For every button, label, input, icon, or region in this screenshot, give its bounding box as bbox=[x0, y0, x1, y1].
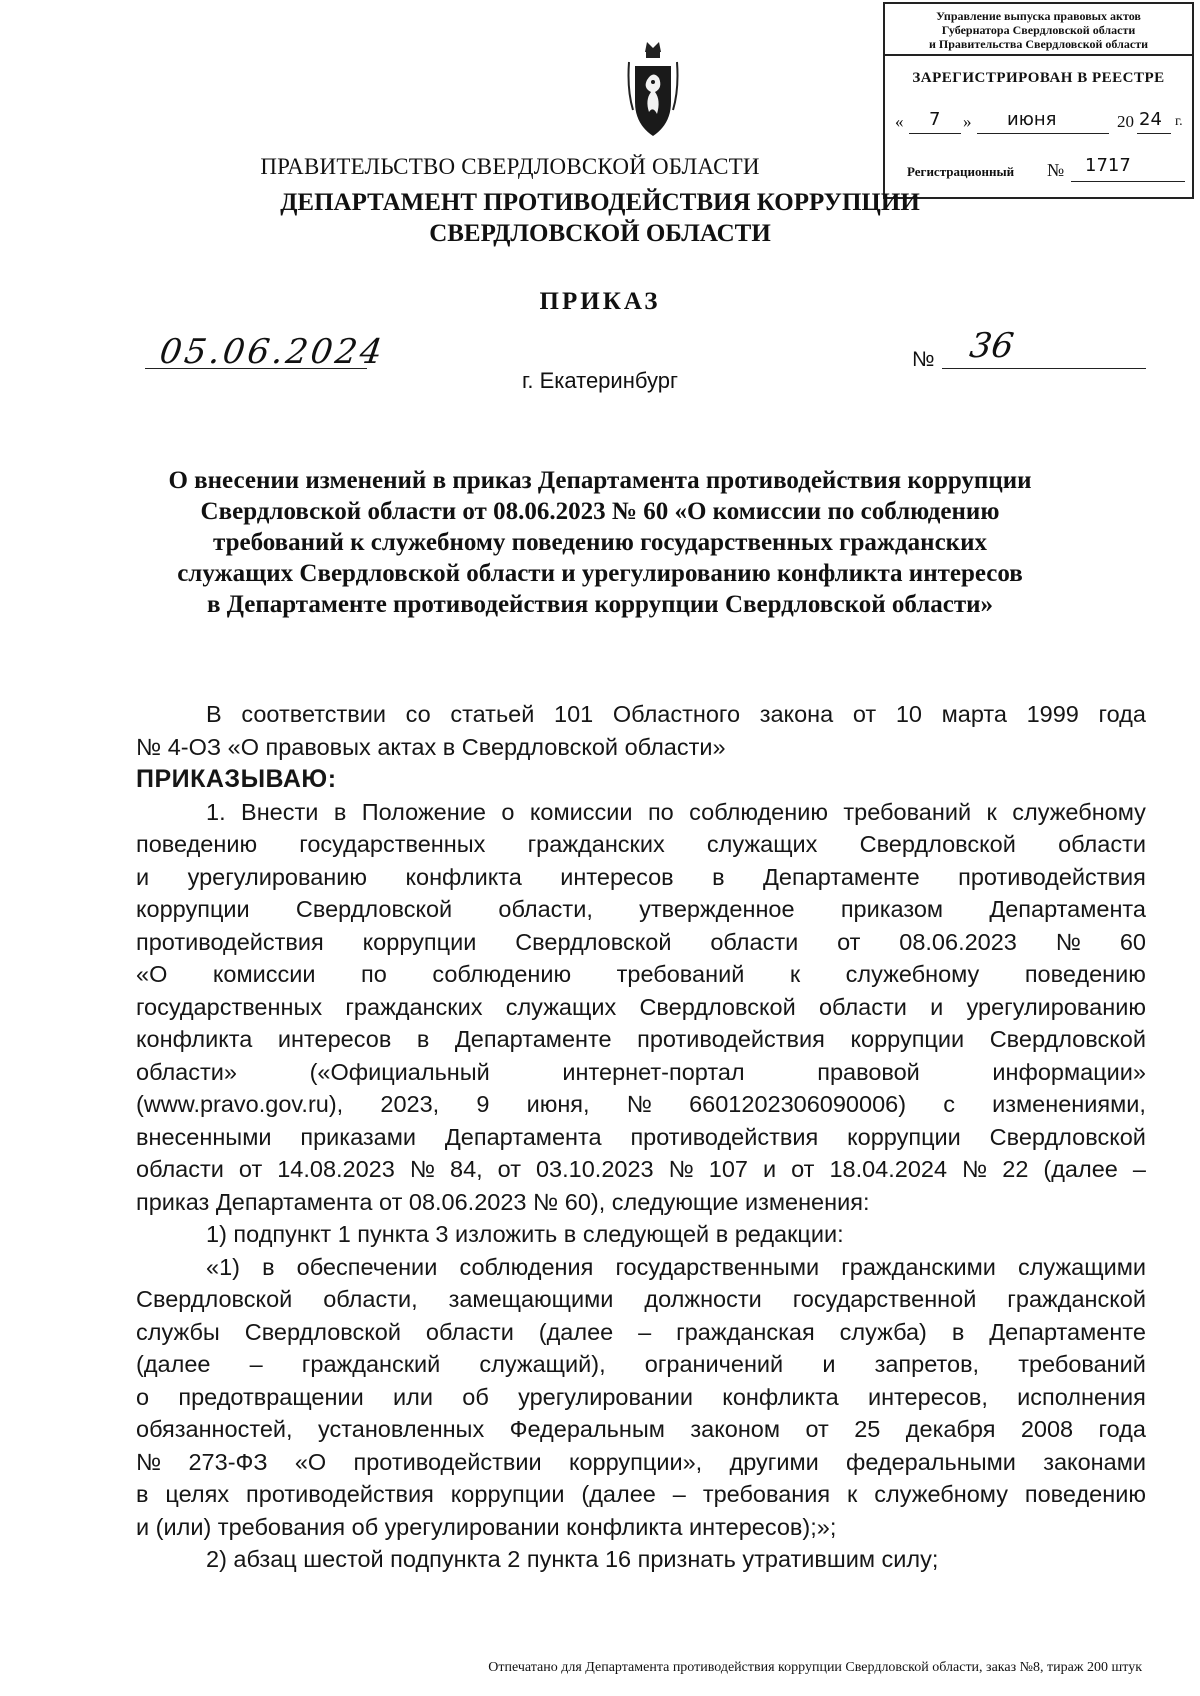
order-number-underline bbox=[942, 368, 1146, 369]
body-line: конфликта интересов в Департаменте противодействия коррупции Свердловской bbox=[136, 1026, 1146, 1052]
body-line: приказ Департамента от 08.06.2023 № 60), следующие изменения: bbox=[136, 1188, 870, 1215]
body-line: в целях противодействия коррупции (далее – требования к служебному поведению bbox=[136, 1481, 1146, 1507]
stamp-year-prefix: 20 bbox=[1117, 112, 1134, 131]
body-line: и (или) требования об урегулировании конфликта интересов);»; bbox=[136, 1513, 837, 1540]
body-line: «О комиссии по соблюдению требований к служебному поведению bbox=[136, 961, 1146, 987]
body-line: внесенными приказами Департамента противодействия коррупции Свердловской bbox=[136, 1123, 1146, 1150]
document-title bbox=[125, 465, 1075, 620]
body-line: Свердловской области, замещающими должности государственной гражданской bbox=[136, 1286, 1146, 1312]
stamp-reg-number bbox=[907, 155, 1197, 185]
body-line: противодействия коррупции Свердловской области от 08.06.2023 № 60 bbox=[136, 928, 1146, 955]
body-line: обязанностей, установленных Федеральным законом от 25 декабря 2008 года bbox=[136, 1416, 1146, 1442]
body-line: «1) в обеспечении соблюдения государственными гражданскими служащими bbox=[206, 1253, 1146, 1280]
body-line: коррупции Свердловской области, утвержденное приказом Департамента bbox=[136, 896, 1146, 922]
body-line: № 4-ОЗ «О правовых актах в Свердловской области» bbox=[136, 733, 726, 760]
stamp-num-sign: № bbox=[1047, 160, 1065, 180]
stamp-year-suffix: 24 bbox=[1139, 109, 1162, 130]
order-number-sign: № bbox=[912, 348, 935, 371]
stamp-date bbox=[895, 109, 1191, 134]
stamp-header bbox=[885, 4, 1192, 56]
order-directive: ПРИКАЗЫВАЮ: bbox=[136, 765, 337, 793]
body-line: поведению государственных гражданских служащих Свердловской области bbox=[136, 831, 1146, 857]
date-underline bbox=[145, 368, 367, 369]
stamp-day: 7 bbox=[929, 109, 941, 130]
print-footer: Отпечатано для Департамента противодействия коррупции Свердловской области, заказ №8, тираж 200 штук bbox=[488, 1660, 1142, 1675]
stamp-close-quote: » bbox=[963, 112, 972, 131]
body-line: 1) подпункт 1 пункта 3 изложить в следующей в редакции: bbox=[206, 1221, 844, 1247]
body-line: № 273-ФЗ «О противодействии коррупции», другими федеральными законами bbox=[136, 1448, 1146, 1475]
department-name-line-2: СВЕРДЛОВСКОЙ ОБЛАСТИ bbox=[429, 220, 771, 247]
stamp-header-line: Управление выпуска правовых актов bbox=[936, 9, 1141, 23]
stamp-reg-label: Регистрационный bbox=[907, 164, 1015, 179]
handwritten-date: 05.06.2024 bbox=[157, 332, 388, 372]
government-name: ПРАВИТЕЛЬСТВО СВЕРДЛОВСКОЙ ОБЛАСТИ bbox=[260, 154, 760, 179]
body-line: государственных гражданских служащих Свердловской области и урегулированию bbox=[136, 993, 1146, 1020]
stamp-header-line: и Правительства Свердловской области bbox=[929, 37, 1148, 51]
stamp-month: июня bbox=[1007, 109, 1057, 130]
document-type: ПРИКАЗ bbox=[539, 288, 661, 315]
title-line: в Департаменте противодействия коррупции Свердловской области» bbox=[206, 591, 994, 618]
city: г. Екатеринбург bbox=[522, 368, 678, 393]
stamp-header-line: Губернатора Свердловской области bbox=[941, 23, 1136, 37]
body-line: (www.pravo.gov.ru), 2023, 9 июня, № 6601202306090006) с изменениями, bbox=[136, 1091, 1146, 1117]
body-line: (далее – гражданский служащий), ограничений и запретов, требований bbox=[136, 1351, 1146, 1377]
body-line: службы Свердловской области (далее – гражданская служба) в Департаменте bbox=[136, 1318, 1146, 1345]
coat-of-arms-emblem bbox=[627, 40, 679, 140]
department-name-line-1: ДЕПАРТАМЕНТ ПРОТИВОДЕЙСТВИЯ КОРРУПЦИИ bbox=[280, 189, 920, 216]
body-line: области от 14.08.2023 № 84, от 03.10.2023 № 107 и от 18.04.2024 № 22 (далее – bbox=[136, 1156, 1146, 1182]
body-line: 2) абзац шестой подпункта 2 пункта 16 признать утратившим силу; bbox=[206, 1546, 939, 1572]
stamp-registered-label: ЗАРЕГИСТРИРОВАН В РЕЕСТРЕ bbox=[912, 70, 1165, 86]
handwritten-order-number: 36 bbox=[967, 326, 1017, 366]
stamp-open-quote: « bbox=[895, 112, 904, 131]
title-line: служащих Свердловской области и урегулированию конфликта интересов bbox=[177, 560, 1023, 587]
body-line: 1. Внести в Положение о комиссии по соблюдению требований к служебному bbox=[206, 798, 1146, 825]
body-line: В соответствии со статьей 101 Областного закона от 10 марта 1999 года bbox=[206, 701, 1146, 727]
title-line: Свердловской области от 08.06.2023 № 60 «О комиссии по соблюдению bbox=[200, 498, 1000, 525]
body-line: о предотвращении или об урегулировании конфликта интересов, исполнения bbox=[136, 1383, 1146, 1410]
body-line: и урегулированию конфликта интересов в Департаменте противодействия bbox=[136, 863, 1146, 890]
document-body bbox=[136, 698, 1146, 1576]
stamp-reg-number-value: 1717 bbox=[1085, 155, 1131, 176]
stamp-year-abbr: г. bbox=[1175, 114, 1183, 129]
title-line: О внесении изменений в приказ Департамента противодействия коррупции bbox=[168, 467, 1032, 494]
registration-stamp bbox=[883, 2, 1194, 199]
title-line: требований к служебному поведению государственных гражданских bbox=[213, 529, 987, 556]
body-line: области» («Официальный интернет-портал правовой информации» bbox=[136, 1058, 1146, 1085]
